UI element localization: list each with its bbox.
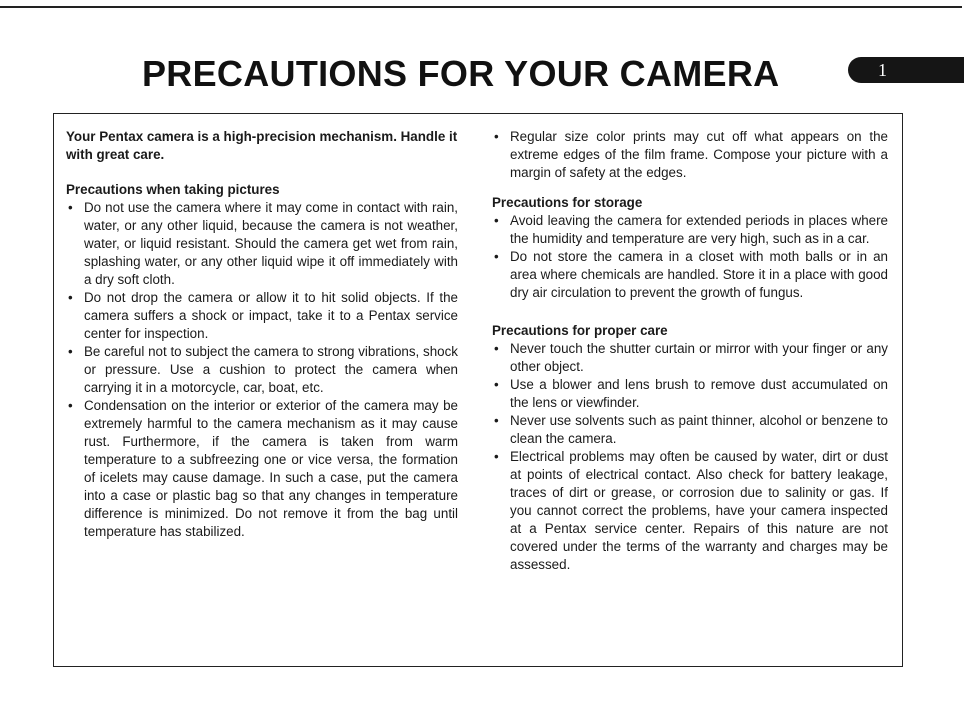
page-number: 1 [878, 59, 887, 80]
page-title: PRECAUTIONS FOR YOUR CAMERA [142, 53, 780, 94]
taking-pictures-list [66, 199, 458, 541]
list-item: • Never touch the shutter curtain or mirror with your finger or any other object. [492, 340, 888, 376]
taking-pictures-list-continued [492, 128, 888, 182]
intro-text: Your Pentax camera is a high-precision mechanism. Handle it with great care. [66, 129, 458, 162]
section-heading-proper-care: Precautions for proper care [492, 323, 668, 338]
list-item: • Use a blower and lens brush to remove dust accumulated on the lens or viewfinder. [492, 376, 888, 412]
list-item: • Electrical problems may often be caused by water, dirt or dust at points of electrical contact. Also check for battery leakage, traces of dirt or grease, or corrosion due to salinity or gas. If you cannot correct the problems, have your camera inspected at a Pentax service center. Repairs of this nature are not covered under the terms of the warranty and charges may be assessed. [492, 448, 888, 574]
list-item: • Be careful not to subject the camera to strong vibrations, shock or pressure. Use a cushion to protect the camera when carrying it in a motorcycle, car, boat, etc. [66, 343, 458, 397]
top-rule [0, 6, 962, 8]
content-frame [53, 113, 903, 667]
storage-list [492, 212, 888, 302]
list-item: • Regular size color prints may cut off what appears on the extreme edges of the film frame. Compose your picture with a margin of safety at the edges. [492, 128, 888, 182]
list-item: • Never use solvents such as paint thinner, alcohol or benzene to clean the camera. [492, 412, 888, 448]
spacer [492, 302, 888, 322]
list-item: • Condensation on the interior or exterior of the camera may be extremely harmful to the camera mechanism as it may cause rust. Furthermore, if the camera is taken from warm temperature to a subfreezing one or vice versa, the formation of icelets may cause damage. In such a case, put the camera into a case or plastic bag so that any changes in temperature difference is minimized. Do not remove it from the bag until temperature has stabilized. [66, 397, 458, 541]
page-number-tab [848, 57, 964, 83]
proper-care-list [492, 340, 888, 574]
list-item: • Do not store the camera in a closet with moth balls or in an area where chemicals are handled. Store it in a place with good dry air circulation to prevent the growth of fungus. [492, 248, 888, 302]
list-item: • Do not use the camera where it may come in contact with rain, water, or any other liquid, because the camera is not weather, water, or liquid resistant. Should the camera get wet from rain, splashing water, or any other liquid wipe it off immediately with a dry soft cloth. [66, 199, 458, 289]
section-heading-taking-pictures: Precautions when taking pictures [66, 182, 280, 197]
list-item: • Do not drop the camera or allow it to hit solid objects. If the camera suffers a shock or impact, take it to a Pentax service center for inspection. [66, 289, 458, 343]
right-column [492, 128, 888, 574]
section-heading-storage: Precautions for storage [492, 195, 643, 210]
spacer [492, 182, 888, 194]
list-item: • Avoid leaving the camera for extended periods in places where the humidity and temperature are very high, such as in a car. [492, 212, 888, 248]
left-column [66, 128, 458, 541]
